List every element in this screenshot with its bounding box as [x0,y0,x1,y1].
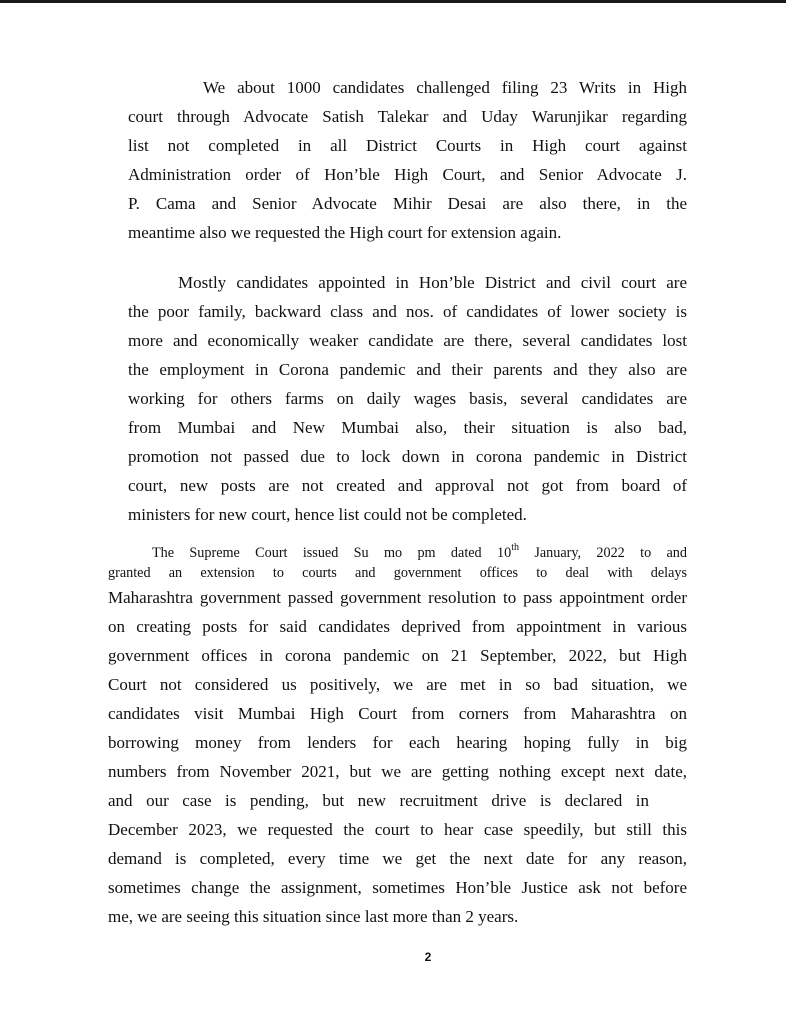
date-text: The Supreme Court issued Su mo pm dated 10 [152,545,512,561]
date-text-end: January, 2022 to and [518,545,687,561]
text-line: meantime also we requested the High court for extension again. [128,223,562,242]
text-line: Court not considered us positively, we are met in so bad situation, we [108,675,687,694]
text-line: candidates visit Mumbai High Court from corners from Maharashtra on [108,704,687,723]
text-line: from Mumbai and New Mumbai also, their situation is also bad, [128,418,687,437]
page-number: 2 [424,950,432,964]
text-line: me, we are seeing this situation since last more than 2 years. [108,907,519,926]
text-line: on creating posts for said candidates deprived from appointment in various [108,617,687,636]
text-line: granted an extension to courts and government offices to deal with delays [108,565,687,581]
text-line: sometimes change the assignment, sometimes Hon’ble Justice ask not before [108,878,687,897]
text-line: We about 1000 candidates challenged filing 23 Writs in High [203,78,687,97]
text-line: the employment in Corona pandemic and their parents and they also are [128,360,687,379]
text-line: Mostly candidates appointed in Hon’ble District and civil court are [178,273,687,292]
text-line: Administration order of Hon’ble High Court, and Senior Advocate J. [128,165,687,184]
text-line: court through Advocate Satish Talekar and Uday Warunjikar regarding [128,107,687,126]
text-line: more and economically weaker candidate are there, several candidates lost [128,331,687,350]
text-line: Maharashtra government passed government resolution to pass appointment order [108,588,687,607]
text-line: ministers for new court, hence list could not be completed. [128,505,527,524]
text-line: and our case is pending, but new recruitment drive is declared in [108,791,649,810]
ordinal-superscript: th [511,542,519,553]
text-line: the poor family, backward class and nos. of candidates of lower society is [128,302,687,321]
text-line: promotion not passed due to lock down in corona pandemic in District [128,447,687,466]
text-line [152,538,687,563]
text-line: court, new posts are not created and approval not got from board of [128,476,687,495]
text-line: working for others farms on daily wages basis, several candidates are [128,389,687,408]
text-line: list not completed in all District Courts in High court against [128,136,687,155]
text-line: numbers from November 2021, but we are getting nothing except next date, [108,762,687,781]
text-line: government offices in corona pandemic on 21 September, 2022, but High [108,646,687,665]
text-line: demand is completed, every time we get the next date for any reason, [108,849,687,868]
text-line: P. Cama and Senior Advocate Mihir Desai are also there, in the [128,194,687,213]
text-line: borrowing money from lenders for each hearing hoping fully in big [108,733,687,752]
text-line: December 2023, we requested the court to hear case speedily, but still this [108,820,687,839]
